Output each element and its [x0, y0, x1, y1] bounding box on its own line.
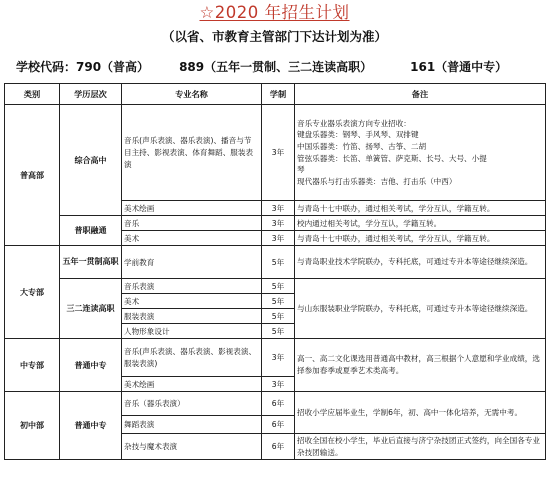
- major-sanerl-1: 音乐表演: [122, 279, 262, 294]
- years-chuzhong-2: 6年: [262, 416, 295, 434]
- major-puzhi-meishu: 美术: [122, 231, 262, 246]
- note-wunian: 与青岛职业技术学院联办，专科托底，可通过专升本等途径继续深造。: [295, 246, 546, 279]
- years-meishu: 3年: [262, 201, 295, 216]
- category-chuzhong: 初中部: [5, 392, 60, 460]
- note-meishu: 与青岛十七中联办，通过相关考试，学分互认，学籍互转。: [295, 201, 546, 216]
- major-puzhi-yinyue: 音乐: [122, 216, 262, 231]
- header-level: 学历层次: [60, 84, 122, 105]
- level-chuzhong: 普通中专: [60, 392, 122, 460]
- header-category: 类别: [5, 84, 60, 105]
- years-puzhi-yinyue: 3年: [262, 216, 295, 231]
- table-header-row: [5, 84, 546, 105]
- major-sanerl-3: 服装表演: [122, 309, 262, 324]
- major-wunian: 学前教育: [122, 246, 262, 279]
- category-pugao: 普高部: [5, 105, 60, 246]
- note-zhongzhuan: 高一、高二文化课选用普通高中教材，高三根据个人意愿和学业成绩，选择参加春季或夏季艺术类高考。: [295, 339, 546, 392]
- school-codes: [16, 59, 507, 75]
- level-wunian: 五年一贯制高职: [60, 246, 122, 279]
- category-zhongzhuan: 中专部: [5, 339, 60, 392]
- major-meishu: 美术绘画: [122, 201, 262, 216]
- level-zhongzhuan: 普通中专: [60, 339, 122, 392]
- major-sanerl-2: 美术: [122, 294, 262, 309]
- years-wunian: 5年: [262, 246, 295, 279]
- school-code-gaozhi: 889（五年一贯制、三二连读高职）: [179, 60, 373, 74]
- enrollment-table: [4, 83, 546, 460]
- header-major: 专业名称: [122, 84, 262, 105]
- note-chuzhong-1: 招收小学应届毕业生，学制6年，初、高中一体化培养，无需中考。: [295, 392, 546, 434]
- table-row: [5, 339, 546, 377]
- category-dazhuan: 大专部: [5, 246, 60, 339]
- page-subtitle: （以省、市教育主管部门下达计划为准）: [161, 29, 387, 44]
- level-zonghe: 综合高中: [60, 105, 122, 216]
- major-zhongzhuan-1: 音乐(声乐表演、器乐表演、影视表演、服装表演): [122, 339, 262, 377]
- years-sanerl-1: 5年: [262, 279, 295, 294]
- major-zonghe: 音乐(声乐表演、器乐表演)、播音与节目主持、影视表演、体育舞蹈、服装表演: [122, 105, 262, 201]
- school-code-pugao: 学校代码：790（普高）: [16, 60, 150, 74]
- years-sanerl-2: 5年: [262, 294, 295, 309]
- major-chuzhong-1: 音乐（器乐表演）: [122, 392, 262, 416]
- years-sanerl-4: 5年: [262, 324, 295, 339]
- table-row: [5, 216, 546, 231]
- years-zhongzhuan-2: 3年: [262, 377, 295, 392]
- level-puzhi: 普职融通: [60, 216, 122, 246]
- school-code-zhongzhuan: 161（普通中专）: [410, 60, 508, 74]
- page-title: ☆2020 年招生计划: [199, 3, 350, 22]
- years-zhongzhuan-1: 3年: [262, 339, 295, 377]
- table-row: [5, 105, 546, 201]
- note-chuzhong-2: 招收全国在校小学生，毕业后直接与济宁杂技团正式签约，向全国各专业杂技团输送。: [295, 434, 546, 460]
- years-chuzhong-1: 6年: [262, 392, 295, 416]
- note-puzhi-meishu: 与青岛十七中联办，通过相关考试，学分互认，学籍互转。: [295, 231, 546, 246]
- note-sanerl: 与山东服装职业学院联办，专科托底，可通过专升本等途径继续深造。: [295, 279, 546, 339]
- table-row: [5, 246, 546, 279]
- header-years: 学制: [262, 84, 295, 105]
- note-puzhi-yinyue: 校内通过相关考试，学分互认，学籍互转。: [295, 216, 546, 231]
- table-row: [5, 392, 546, 416]
- table-row: [5, 279, 546, 294]
- header-note: 备注: [295, 84, 546, 105]
- note-zonghe: 音乐专业器乐表演方向专业招收： 键盘乐器类：钢琴、手风琴、双排键 中国乐器类：竹笛、扬琴、古筝、二胡 管弦乐器类：长笛、单簧管、萨克斯、长号、大号、小提 琴 现代器乐与打击乐器类：吉他、打击乐（中西）: [295, 105, 546, 201]
- major-chuzhong-3: 杂技与魔术表演: [122, 434, 262, 460]
- years-zonghe: 3年: [262, 105, 295, 201]
- major-zhongzhuan-2: 美术绘画: [122, 377, 262, 392]
- major-chuzhong-2: 舞蹈表演: [122, 416, 262, 434]
- level-sanerl: 三二连读高职: [60, 279, 122, 339]
- major-sanerl-4: 人物形象设计: [122, 324, 262, 339]
- years-chuzhong-3: 6年: [262, 434, 295, 460]
- years-puzhi-meishu: 3年: [262, 231, 295, 246]
- years-sanerl-3: 5年: [262, 309, 295, 324]
